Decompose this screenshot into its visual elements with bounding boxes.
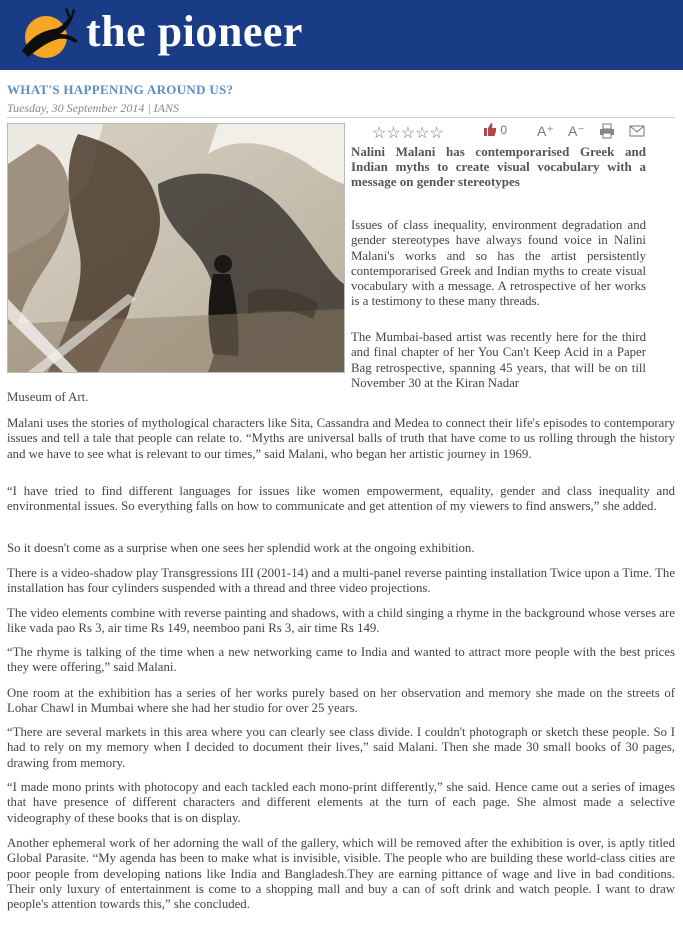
article-paragraph: Issues of class inequality, environment degradation and gender stereotypes have always found voice in Nalini Malani's works and so has the artist persistently contemporarised Greek and Indian myths to create visual vocabulary with a message. A retrospective of her works is a testimony to these many threads. [351,218,646,309]
font-increase-button[interactable]: A⁺ [537,123,554,139]
article-paragraph: So it doesn't come as a surprise when one sees her splendid work at the ongoing exhibition. [7,541,475,555]
article-paragraph: One room at the exhibition has a series of her works purely based on her observation and memory she made on the streets of Lohar Chawl in Mumbai where she had her studio for over 25 years. [7,686,675,716]
brand-name[interactable]: the pioneer [86,7,303,56]
thumbs-up-icon [484,123,497,136]
font-decrease-button[interactable]: A⁻ [568,123,585,139]
article-paragraph: The Mumbai-based artist was recently here for the third and final chapter of her You Can't Keep Acid in a Paper Bag retrospective, spanning 45 years, that will be on till November 30 at the Kiran Nadar [351,330,646,390]
article-paragraph: Museum of Art. [7,390,89,404]
divider [7,117,675,118]
article-paragraph: “I made mono prints with photocopy and each tackled each mono-print differently,” she said. Hence came out a series of images that have presence of different characters and different elements at the turn of each page. She almost made a selective videography of these books that is on display. [7,780,675,825]
article-paragraph: Another ephemeral work of her adorning the wall of the gallery, which will be removed after the exhibition is over, is aptly titled Global Parasite. “My agenda has been to make what is invisible, visible. The people who are building these world-class cities are poor people from developing nations like India and Bangladesh.They are earning pittance of wage and live in bad conditions. Their only luxury of entertainment is come to a shopping mall and buy a can of soft drink and watch people. I want to draw people's attention towards this,” she concluded. [7,836,675,912]
article-paragraph: “The rhyme is talking of the time when a new networking came to India and wanted to attract more people with the best prices they were offering,” said Malani. [7,645,675,675]
dateline: Tuesday, 30 September 2014 | IANS [7,101,179,115]
print-icon[interactable] [599,123,615,139]
article-paragraph: “There are several markets in this area where you can clearly see class divide. I couldn't photograph or sketch these people. So I had to rely on my memory when I decided to document their lives,” said Malani. Then she made 30 small books of 30 pages, drawing from memory. [7,725,675,770]
leaping-deer-logo-icon[interactable] [18,7,80,61]
article-toolbar [372,123,677,142]
article-paragraph: There is a video-shadow play Transgressions III (2001-14) and a multi-panel reverse painting installation Twice upon a Time. The installation has four cylinders suspended with a thread and three video projections. [7,566,675,596]
article-headline: Nalini Malani has contemporarised Greek and Indian myths to create visual vocabulary with a message on gender stereotypes [351,144,646,189]
article-paragraph: “I have tried to find different languages for issues like women empowerment, equality, gender and class inequality and environmental issues. So everything falls on how to communicate and get attention of my viewers to find answers,” she added. [7,484,675,514]
artwork-image [8,124,344,372]
article-paragraph: Malani uses the stories of mythological characters like Sita, Cassandra and Medea to connect their life's episodes to contemporary issues and tell a tale that people can relate to. “Myths are universal balls of truth that have come to us rolling through the history and we have to see what is relevant to our times,” said Malani, who began her artistic journey in 1969. [7,416,675,461]
section-title[interactable]: WHAT'S HAPPENING AROUND US? [7,82,234,97]
mail-icon[interactable] [629,123,645,139]
like-count: 0 [500,123,508,137]
article-paragraph: The video elements combine with reverse painting and shadows, with a child singing a rhyme in the background whose verses are like vada pao Rs 3, air time Rs 149, neemboo pani Rs 3, air time Rs 149. [7,606,675,636]
masthead [0,0,683,70]
star-rating[interactable]: ☆☆☆☆☆ [372,125,444,142]
like-button[interactable] [484,123,507,139]
article-photo [7,123,345,373]
